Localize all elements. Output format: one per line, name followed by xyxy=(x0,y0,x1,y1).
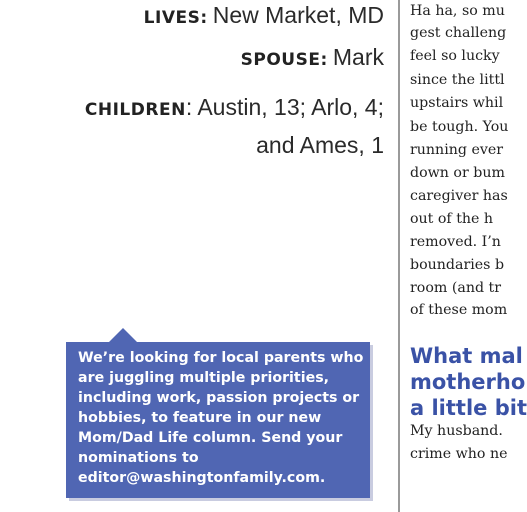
article-line: boundaries b xyxy=(410,257,505,273)
article-line: down or bum xyxy=(410,165,505,181)
article-line: be tough. You xyxy=(410,119,509,135)
article-column xyxy=(410,0,527,512)
nomination-callout-text: We’re looking for local parents who are juggling multiple priorities, including work, passion projects or hobbies, to feature in our new Mom/Dad Life column. Send your nominations to editor@washingtonfamily.com. xyxy=(78,350,364,486)
article-line: of these mom xyxy=(410,302,508,318)
fact-spouse xyxy=(241,44,384,71)
callout-tail xyxy=(108,328,138,343)
fact-children xyxy=(85,90,384,165)
article-line: Ha ha, so mu xyxy=(410,3,505,19)
fact-children-value-line2: and Ames, 1 xyxy=(256,132,384,158)
article-subheading-line: motherho xyxy=(410,370,526,394)
fact-children-value-line1: : Austin, 13; Arlo, 4; xyxy=(185,94,384,120)
article-line: My husband. xyxy=(410,423,503,439)
fact-lives-label: LIVES: xyxy=(143,8,208,28)
article-subheading-line: a little bit xyxy=(410,396,527,420)
article-line: feel so lucky xyxy=(410,48,500,64)
article-line: out of the h xyxy=(410,211,494,227)
article-line: room (and tr xyxy=(410,280,502,296)
fact-children-label: CHILDREN xyxy=(84,100,186,120)
fact-lives-value: New Market, MD xyxy=(212,2,384,28)
article-line: crime who ne xyxy=(410,446,508,462)
article-subheading-line: What mal xyxy=(410,344,523,368)
column-divider xyxy=(398,0,400,512)
article-line: upstairs whil xyxy=(410,95,504,111)
article-line: since the littl xyxy=(410,72,505,88)
article-line: removed. I’n xyxy=(410,234,501,250)
article-line: running ever xyxy=(410,142,504,158)
fact-spouse-label: SPOUSE: xyxy=(240,50,328,70)
article-line: caregiver has xyxy=(410,188,508,204)
article-line: gest challeng xyxy=(410,25,507,41)
fact-lives xyxy=(144,2,384,29)
fact-spouse-value: Mark xyxy=(332,44,384,70)
